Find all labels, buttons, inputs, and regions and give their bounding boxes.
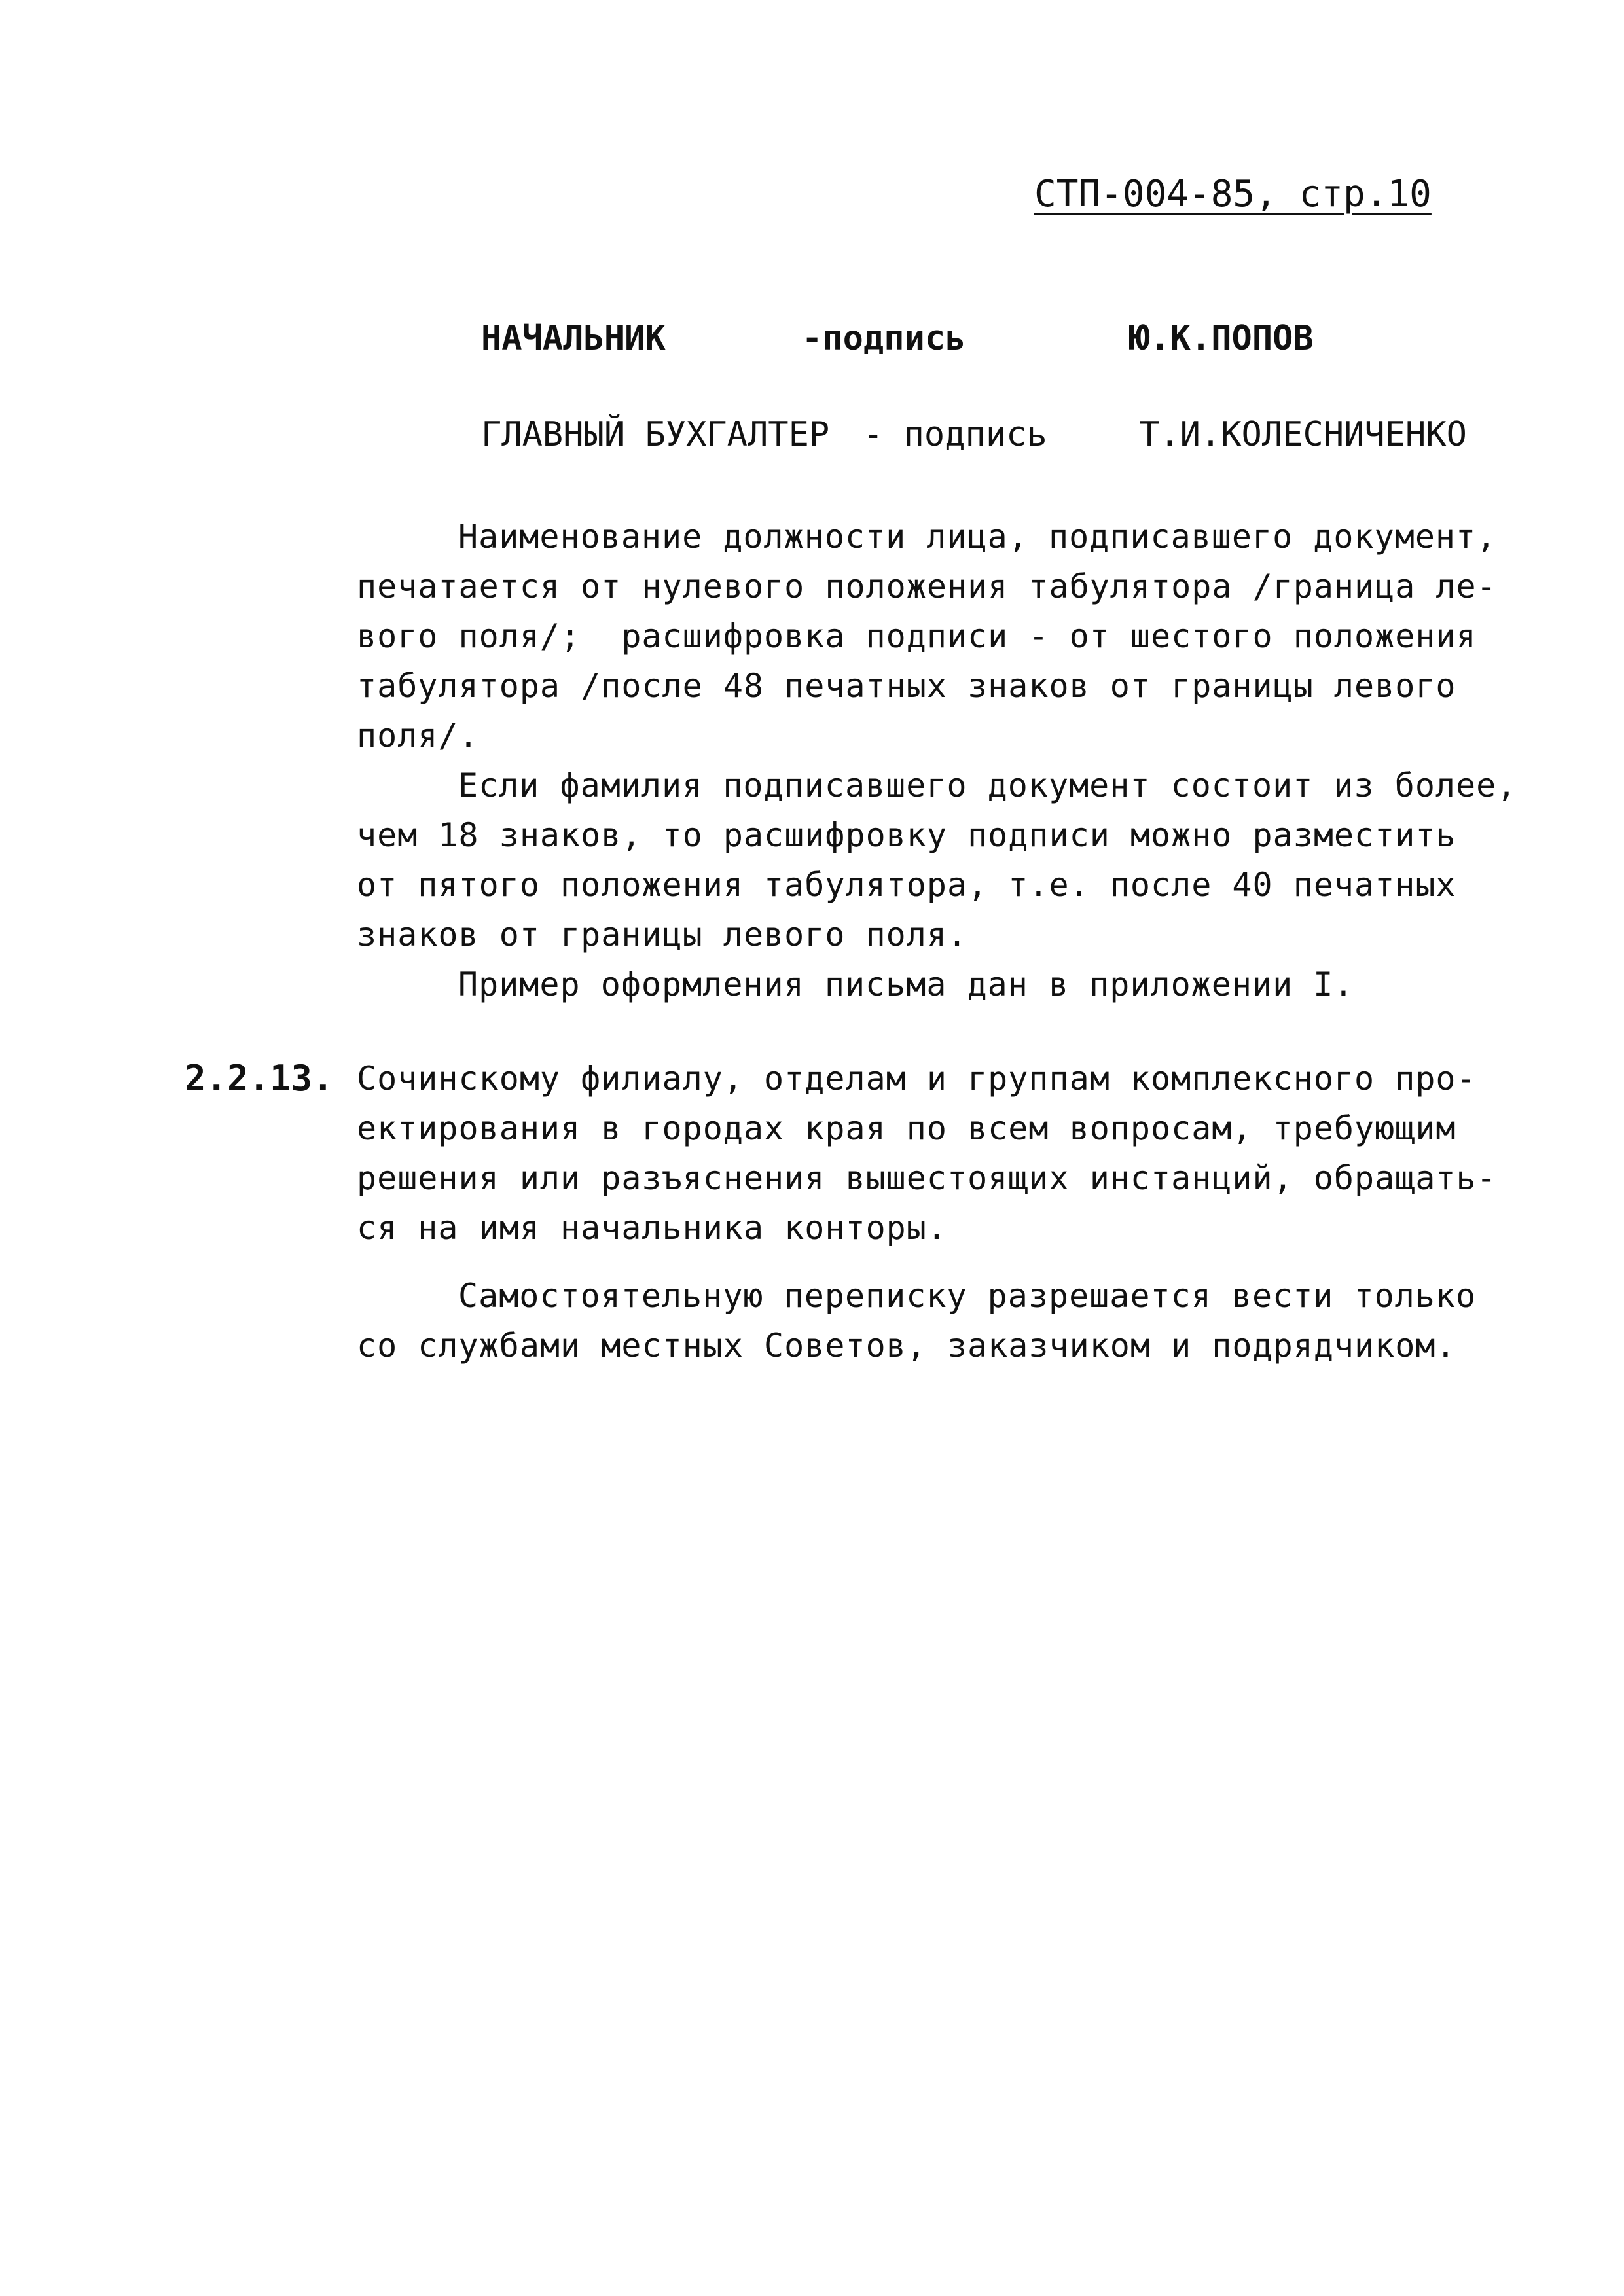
section-number: 2.2.13.	[185, 1058, 334, 1099]
paragraph-line: чем 18 знаков, то расшифровку подписи можно разместить	[357, 816, 1456, 854]
signature-title-1: НАЧАЛЬНИК	[481, 319, 666, 358]
paragraph-line: табулятора /после 48 печатных знаков от границы левого	[357, 667, 1456, 705]
paragraph-line: Наименование должности лица, подписавшего документ,	[458, 518, 1497, 556]
signature-name-2: Т.И.КОЛЕСНИЧЕНКО	[1139, 415, 1467, 454]
section-line: ектирования в городах края по всем вопросам, требующим	[357, 1109, 1456, 1147]
section-line: Сочинскому филиалу, отделам и группам комплексного про-	[357, 1060, 1477, 1098]
signature-mark-1: -подпись	[802, 319, 966, 358]
signature-name-1: Ю.К.ПОПОВ	[1129, 319, 1314, 358]
paragraph-line: со службами местных Советов, заказчиком и подрядчиком.	[357, 1327, 1456, 1365]
document-reference: СТП-004-85, стр.10	[1034, 173, 1432, 215]
section-line: решения или разъяснения вышестоящих инстанций, обращать-	[357, 1159, 1497, 1197]
signature-title-2: ГЛАВНЫЙ БУХГАЛТЕР	[481, 415, 830, 454]
paragraph-line: от пятого положения табулятора, т.е. после 40 печатных	[357, 866, 1456, 904]
paragraph-line: печатается от нулевого положения табулятора /граница ле-	[357, 567, 1497, 605]
paragraph-line: поля/.	[357, 717, 479, 755]
paragraph-line: знаков от границы левого поля.	[357, 916, 968, 954]
paragraph-line: вого поля/; расшифровка подписи - от шестого положения	[357, 617, 1477, 655]
section-line: ся на имя начальника конторы.	[357, 1209, 947, 1247]
paragraph-line: Если фамилия подписавшего документ состоит из более,	[458, 766, 1517, 804]
paragraph-line: Самостоятельную переписку разрешается вести только	[458, 1277, 1477, 1315]
paragraph-line: Пример оформления письма дан в приложении I.	[458, 965, 1354, 1003]
signature-mark-2: - подпись	[863, 415, 1047, 454]
